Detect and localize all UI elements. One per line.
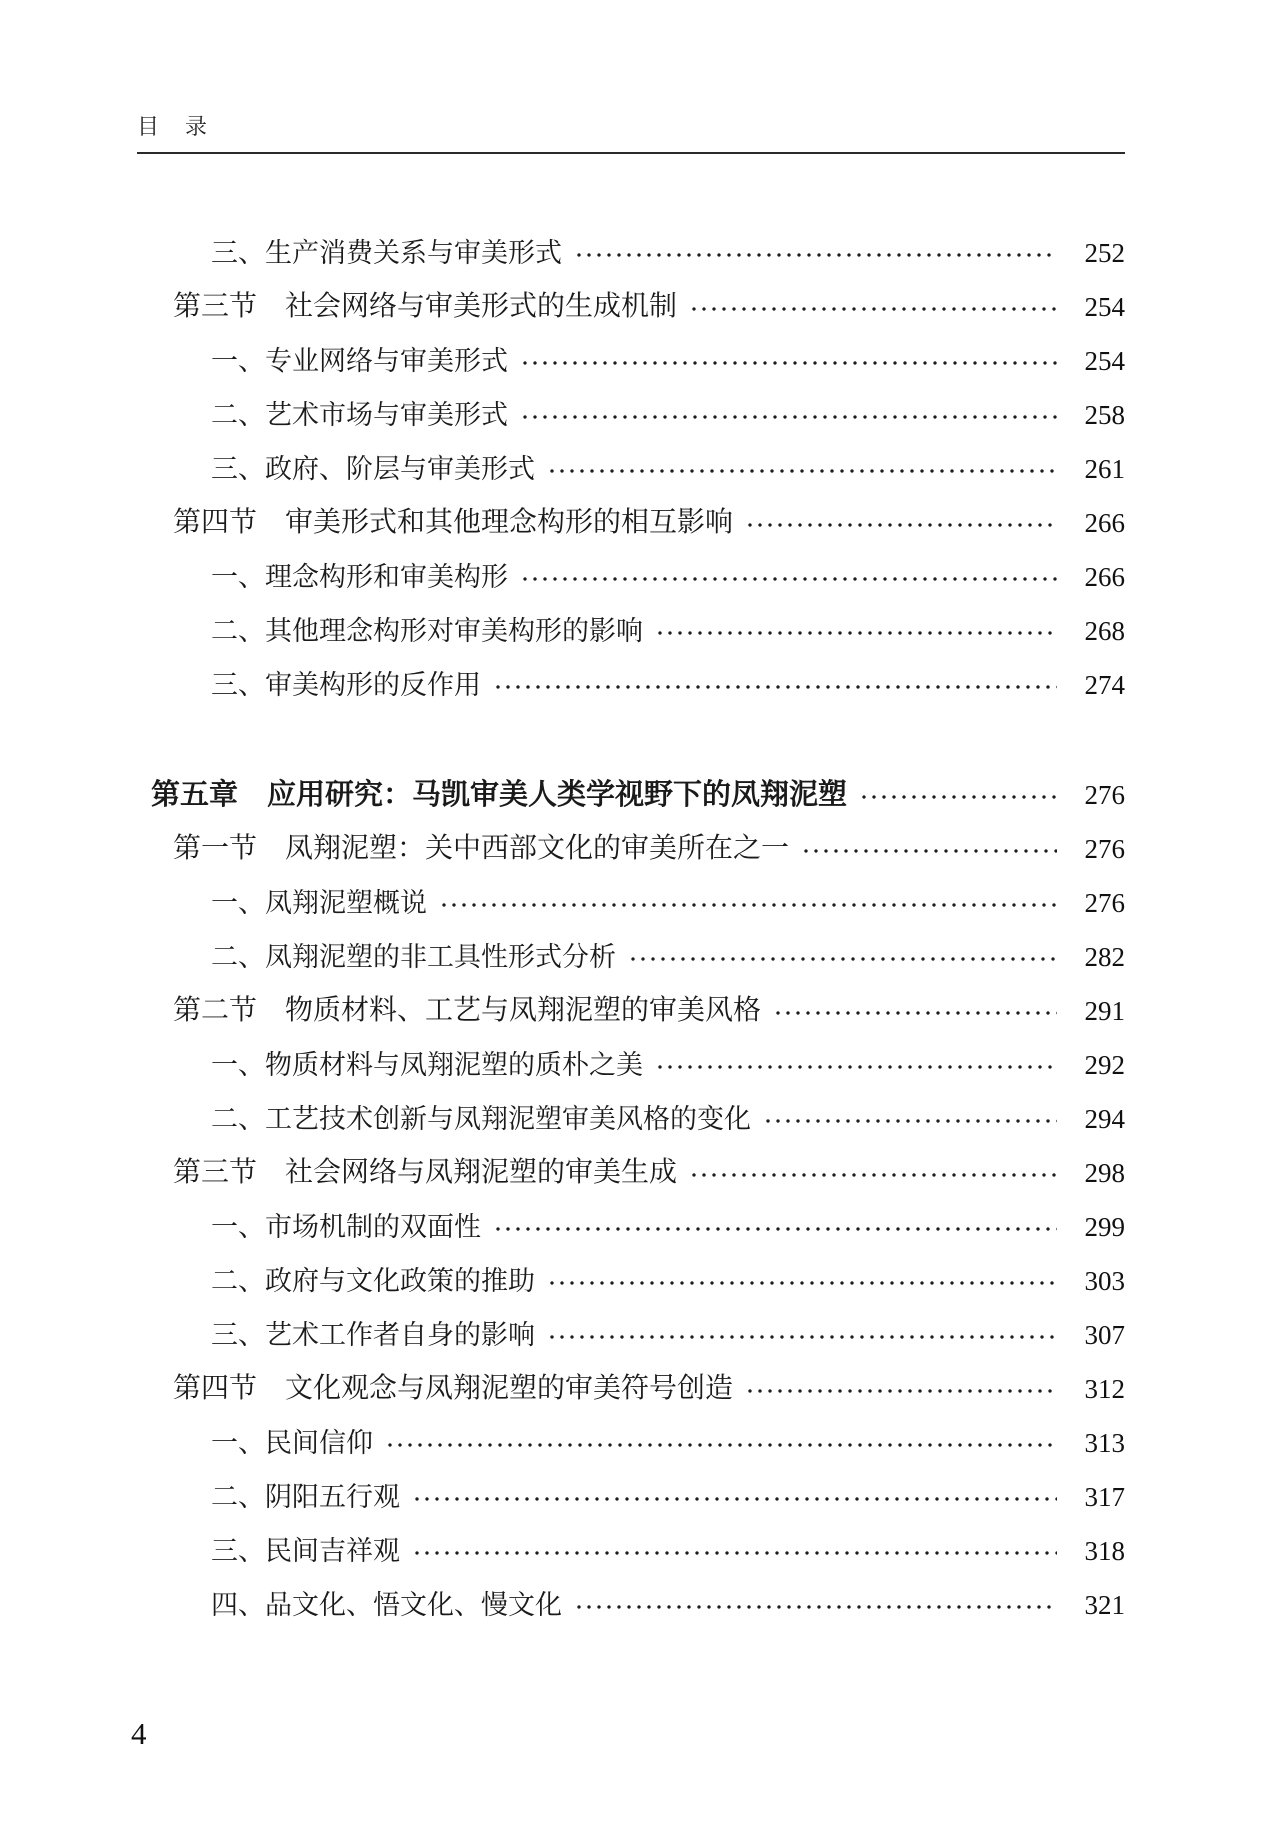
toc-entry-title: 二、艺术市场与审美形式 xyxy=(211,399,508,430)
dot-leader xyxy=(547,1331,1057,1343)
dot-leader xyxy=(574,1601,1057,1613)
dot-leader xyxy=(520,573,1057,585)
toc-row xyxy=(137,658,1125,712)
toc-row xyxy=(137,1308,1125,1362)
dot-leader xyxy=(773,1007,1057,1019)
toc-entry-page: 282 xyxy=(1084,941,1125,972)
toc-list xyxy=(137,226,1125,1632)
running-header-title: 目 录 xyxy=(137,114,210,139)
dot-leader xyxy=(520,357,1057,369)
toc-entry-title: 二、工艺技术创新与凤翔泥塑审美风格的变化 xyxy=(211,1103,751,1134)
toc-row xyxy=(137,1200,1125,1254)
toc-row xyxy=(137,1362,1125,1416)
toc-entry-title: 三、审美构形的反作用 xyxy=(211,669,481,700)
toc-row xyxy=(137,388,1125,442)
dot-leader xyxy=(859,791,1057,803)
toc-entry-title: 一、物质材料与凤翔泥塑的质朴之美 xyxy=(211,1049,643,1080)
toc-entry-title: 二、其他理念构形对审美构形的影响 xyxy=(211,615,643,646)
toc-row xyxy=(137,1038,1125,1092)
toc-entry-page: 313 xyxy=(1084,1427,1125,1458)
folio-page-number: 4 xyxy=(131,1716,147,1751)
dot-leader xyxy=(689,303,1057,315)
toc-row xyxy=(137,1578,1125,1632)
dot-leader xyxy=(689,1169,1057,1181)
toc-row xyxy=(137,876,1125,930)
toc-entry-title: 第三节 社会网络与审美形式的生成机制 xyxy=(173,291,678,322)
toc-entry-page: 276 xyxy=(1084,779,1125,810)
dot-leader xyxy=(439,899,1057,911)
toc-entry-page: 274 xyxy=(1084,669,1125,700)
toc-entry-title: 第四节 审美形式和其他理念构形的相互影响 xyxy=(173,507,734,538)
toc-entry-page: 299 xyxy=(1084,1211,1125,1242)
toc-entry-page: 276 xyxy=(1084,833,1125,864)
toc-entry-page: 294 xyxy=(1084,1103,1125,1134)
toc-entry-page: 321 xyxy=(1084,1589,1125,1620)
toc-row xyxy=(137,1254,1125,1308)
dot-leader xyxy=(745,1385,1057,1397)
toc-entry-title: 二、政府与文化政策的推助 xyxy=(211,1265,535,1296)
toc-entry-page: 276 xyxy=(1084,887,1125,918)
toc-row xyxy=(137,442,1125,496)
toc-entry-title: 第三节 社会网络与凤翔泥塑的审美生成 xyxy=(173,1157,678,1188)
toc-entry-page: 307 xyxy=(1084,1319,1125,1350)
toc-row xyxy=(137,822,1125,876)
toc-row xyxy=(137,1146,1125,1200)
dot-leader xyxy=(547,1277,1057,1289)
dot-leader xyxy=(745,519,1057,531)
toc-entry-page: 317 xyxy=(1084,1481,1125,1512)
dot-leader xyxy=(801,845,1057,857)
toc-entry-title: 三、政府、阶层与审美形式 xyxy=(211,453,535,484)
dot-leader xyxy=(655,627,1057,639)
dot-leader xyxy=(520,411,1057,423)
toc-entry-page: 303 xyxy=(1084,1265,1125,1296)
toc-row xyxy=(137,280,1125,334)
toc-entry-title: 第一节 凤翔泥塑：关中西部文化的审美所在之一 xyxy=(173,833,790,864)
toc-row xyxy=(137,334,1125,388)
toc-entry-page: 312 xyxy=(1084,1373,1125,1404)
toc-row xyxy=(137,226,1125,280)
toc-entry-page: 266 xyxy=(1084,561,1125,592)
toc-entry-title: 三、生产消费关系与审美形式 xyxy=(211,237,562,268)
toc-row xyxy=(137,604,1125,658)
toc-entry-title: 四、品文化、悟文化、慢文化 xyxy=(211,1589,562,1620)
toc-row xyxy=(137,984,1125,1038)
toc-entry-title: 三、艺术工作者自身的影响 xyxy=(211,1319,535,1350)
header-divider xyxy=(137,152,1125,154)
toc-entry-title: 二、凤翔泥塑的非工具性形式分析 xyxy=(211,941,616,972)
toc-entry-title: 第五章 应用研究：马凯审美人类学视野下的凤翔泥塑 xyxy=(151,778,848,811)
toc-entry-title: 三、民间吉祥观 xyxy=(211,1535,400,1566)
toc-entry-page: 292 xyxy=(1084,1049,1125,1080)
toc-entry-title: 第二节 物质材料、工艺与凤翔泥塑的审美风格 xyxy=(173,995,762,1026)
toc-entry-title: 一、市场机制的双面性 xyxy=(211,1211,481,1242)
toc-entry-title: 第四节 文化观念与凤翔泥塑的审美符号创造 xyxy=(173,1373,734,1404)
toc-row xyxy=(137,496,1125,550)
dot-leader xyxy=(655,1061,1057,1073)
toc-entry-title: 二、阴阳五行观 xyxy=(211,1481,400,1512)
toc-entry-title: 一、理念构形和审美构形 xyxy=(211,561,508,592)
dot-leader xyxy=(493,681,1057,693)
dot-leader xyxy=(412,1493,1057,1505)
toc-entry-page: 291 xyxy=(1084,995,1125,1026)
dot-leader xyxy=(385,1439,1057,1451)
toc-row xyxy=(137,1524,1125,1578)
toc-entry-page: 318 xyxy=(1084,1535,1125,1566)
dot-leader xyxy=(493,1223,1057,1235)
dot-leader xyxy=(547,465,1057,477)
toc-row xyxy=(137,768,1125,822)
toc-row xyxy=(137,1416,1125,1470)
toc-row xyxy=(137,1092,1125,1146)
dot-leader xyxy=(763,1115,1057,1127)
dot-leader xyxy=(574,249,1057,261)
toc-entry-page: 298 xyxy=(1084,1157,1125,1188)
toc-row xyxy=(137,1470,1125,1524)
toc-row xyxy=(137,930,1125,984)
toc-entry-page: 266 xyxy=(1084,507,1125,538)
toc-entry-page: 254 xyxy=(1084,291,1125,322)
toc-entry-title: 一、凤翔泥塑概说 xyxy=(211,887,427,918)
toc-entry-page: 254 xyxy=(1084,345,1125,376)
toc-entry-page: 252 xyxy=(1084,237,1125,268)
toc-entry-title: 一、民间信仰 xyxy=(211,1427,373,1458)
toc-entry-page: 261 xyxy=(1084,453,1125,484)
toc-entry-title: 一、专业网络与审美形式 xyxy=(211,345,508,376)
dot-leader xyxy=(412,1547,1057,1559)
dot-leader xyxy=(628,953,1057,965)
toc-row xyxy=(137,550,1125,604)
toc-entry-page: 258 xyxy=(1084,399,1125,430)
toc-entry-page: 268 xyxy=(1084,615,1125,646)
